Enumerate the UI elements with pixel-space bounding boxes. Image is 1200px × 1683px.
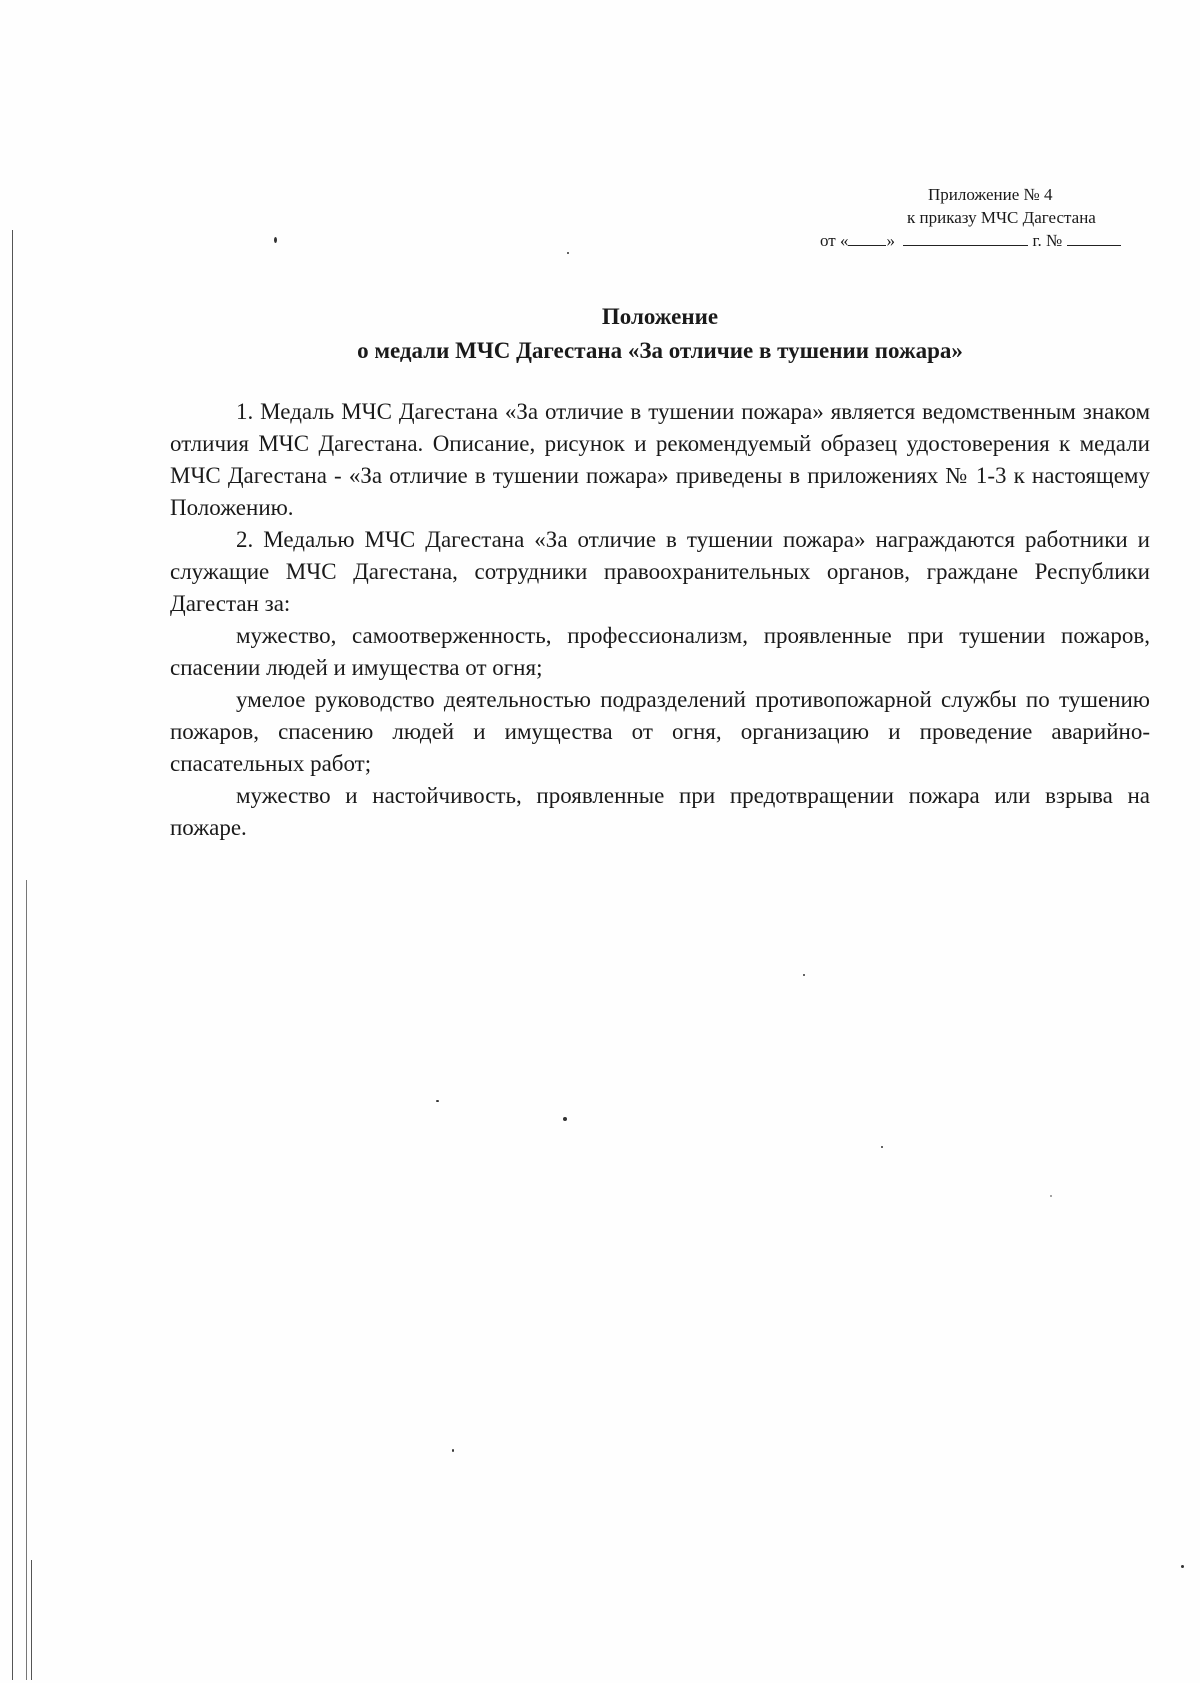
scan-edge-line [12,230,13,1680]
scan-speck [881,1146,883,1148]
date-mid: » [886,231,895,250]
paragraph-1: 1. Медаль МЧС Дагестана «За отличие в тушении пожара» является ведомственным знаком отличия МЧС Дагестана. Описание, рисунок и рекомендуемый образец удостоверения к медали МЧС Дагестана - «За отличие в тушении пожара» приведены в приложениях № 1-3 к настоящему Положению. [170,399,1150,520]
month-blank [903,230,1028,246]
document-title [170,300,1150,368]
scan-speck [1181,1565,1184,1568]
title-line-2: о медали МЧС Дагестана «За отличие в тушении пожара» [357,338,963,363]
scan-speck [1050,1195,1052,1197]
title-line-1: Положение [601,304,719,329]
number-blank [1067,230,1121,246]
paragraph-4: умелое руководство деятельностью подразделений противопожарной службы по тушению пожаров, спасению людей и имущества от огня, организацию и проведение аварийно-спасательных работ; [170,687,1150,776]
appendix-number: Приложение № 4 [928,185,1053,204]
scan-speck [803,974,805,976]
day-blank [848,230,886,246]
scan-edge-line [31,1560,32,1680]
scan-speck [567,252,569,254]
date-prefix: от « [820,231,849,250]
scan-edge-line [26,880,27,1680]
scan-speck [452,1449,454,1452]
document-body [170,396,1150,844]
paragraph-5: мужество и настойчивость, проявленные при предотвращении пожара или взрыва на пожаре. [170,783,1150,840]
appendix-header [820,183,1160,252]
scan-speck [436,1100,439,1102]
appendix-date-line [820,229,1160,252]
paragraph-2: 2. Медалью МЧС Дагестана «За отличие в тушении пожара» награждаются работники и служащие МЧС Дагестана, сотрудники правоохранительных органов, граждане Республики Дагестан за: [170,527,1150,616]
appendix-order-ref: к приказу МЧС Дагестана [907,208,1096,227]
year-suffix: г. № [1032,231,1063,250]
scan-speck [563,1117,567,1121]
scan-speck [274,237,277,243]
paragraph-3: мужество, самоотверженность, профессионализм, проявленные при тушении пожаров, спасении людей и имущества от огня; [170,623,1150,680]
